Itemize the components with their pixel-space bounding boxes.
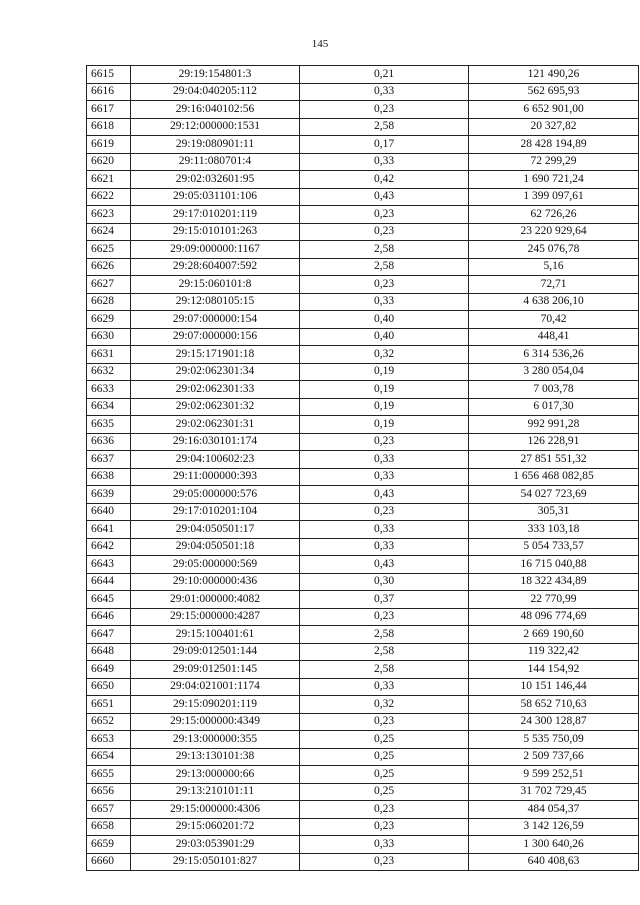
table-row <box>87 626 639 644</box>
value-cell: 126 228,91 <box>469 433 639 451</box>
value-cell: 72,71 <box>469 276 639 294</box>
row-number-cell: 6639 <box>87 486 131 504</box>
row-number-cell: 6627 <box>87 276 131 294</box>
rate-cell: 0,33 <box>300 153 469 171</box>
value-cell: 16 715 040,88 <box>469 556 639 574</box>
value-cell: 2 509 737,66 <box>469 748 639 766</box>
value-cell: 121 490,26 <box>469 66 639 84</box>
value-cell: 562 695,93 <box>469 83 639 101</box>
row-number-cell: 6635 <box>87 416 131 434</box>
cadastral-number-cell: 29:19:080901:11 <box>131 136 300 154</box>
value-cell: 5 054 733,57 <box>469 538 639 556</box>
value-cell: 20 327,82 <box>469 118 639 136</box>
rate-cell: 0,19 <box>300 416 469 434</box>
row-number-cell: 6644 <box>87 573 131 591</box>
cadastral-number-cell: 29:13:130101:38 <box>131 748 300 766</box>
row-number-cell: 6628 <box>87 293 131 311</box>
value-cell: 9 599 252,51 <box>469 766 639 784</box>
data-table <box>86 65 639 871</box>
value-cell: 992 991,28 <box>469 416 639 434</box>
cadastral-number-cell: 29:02:062301:34 <box>131 363 300 381</box>
table-row <box>87 748 639 766</box>
table-row <box>87 171 639 189</box>
rate-cell: 2,58 <box>300 643 469 661</box>
rate-cell: 0,30 <box>300 573 469 591</box>
rate-cell: 0,19 <box>300 398 469 416</box>
cadastral-number-cell: 29:09:000000:1167 <box>131 241 300 259</box>
row-number-cell: 6646 <box>87 608 131 626</box>
cadastral-number-cell: 29:01:000000:4082 <box>131 591 300 609</box>
row-number-cell: 6654 <box>87 748 131 766</box>
cadastral-number-cell: 29:15:171901:18 <box>131 346 300 364</box>
cadastral-number-cell: 29:10:000000:436 <box>131 573 300 591</box>
row-number-cell: 6622 <box>87 188 131 206</box>
table-row <box>87 83 639 101</box>
row-number-cell: 6655 <box>87 766 131 784</box>
table-row <box>87 101 639 119</box>
value-cell: 640 408,63 <box>469 853 639 871</box>
cadastral-number-cell: 29:16:030101:174 <box>131 433 300 451</box>
rate-cell: 0,23 <box>300 608 469 626</box>
cadastral-number-cell: 29:17:010201:119 <box>131 206 300 224</box>
rate-cell: 0,32 <box>300 696 469 714</box>
rate-cell: 0,33 <box>300 468 469 486</box>
cadastral-number-cell: 29:19:154801:3 <box>131 66 300 84</box>
value-cell: 70,42 <box>469 311 639 329</box>
value-cell: 3 142 126,59 <box>469 818 639 836</box>
rate-cell: 0,43 <box>300 188 469 206</box>
rate-cell: 0,17 <box>300 136 469 154</box>
value-cell: 5,16 <box>469 258 639 276</box>
cadastral-number-cell: 29:09:012501:144 <box>131 643 300 661</box>
row-number-cell: 6620 <box>87 153 131 171</box>
row-number-cell: 6616 <box>87 83 131 101</box>
cadastral-number-cell: 29:15:090201:119 <box>131 696 300 714</box>
rate-cell: 0,42 <box>300 171 469 189</box>
cadastral-number-cell: 29:04:100602:23 <box>131 451 300 469</box>
row-number-cell: 6623 <box>87 206 131 224</box>
cadastral-number-cell: 29:04:050501:17 <box>131 521 300 539</box>
table-row <box>87 258 639 276</box>
rate-cell: 0,32 <box>300 346 469 364</box>
row-number-cell: 6650 <box>87 678 131 696</box>
rate-cell: 0,19 <box>300 363 469 381</box>
value-cell: 1 690 721,24 <box>469 171 639 189</box>
row-number-cell: 6630 <box>87 328 131 346</box>
row-number-cell: 6621 <box>87 171 131 189</box>
table-row <box>87 66 639 84</box>
value-cell: 119 322,42 <box>469 643 639 661</box>
rate-cell: 0,19 <box>300 381 469 399</box>
cadastral-number-cell: 29:11:080701:4 <box>131 153 300 171</box>
row-number-cell: 6647 <box>87 626 131 644</box>
table-row <box>87 433 639 451</box>
row-number-cell: 6636 <box>87 433 131 451</box>
row-number-cell: 6642 <box>87 538 131 556</box>
cadastral-number-cell: 29:12:000000:1531 <box>131 118 300 136</box>
table-row <box>87 328 639 346</box>
row-number-cell: 6637 <box>87 451 131 469</box>
value-cell: 22 770,99 <box>469 591 639 609</box>
rate-cell: 2,58 <box>300 661 469 679</box>
table-row <box>87 311 639 329</box>
cadastral-number-cell: 29:04:040205:112 <box>131 83 300 101</box>
table-row <box>87 538 639 556</box>
rate-cell: 0,33 <box>300 521 469 539</box>
value-cell: 62 726,26 <box>469 206 639 224</box>
rate-cell: 0,25 <box>300 748 469 766</box>
table-row <box>87 363 639 381</box>
rate-cell: 0,33 <box>300 83 469 101</box>
rate-cell: 0,40 <box>300 311 469 329</box>
cadastral-number-cell: 29:04:050501:18 <box>131 538 300 556</box>
table-row <box>87 206 639 224</box>
rate-cell: 0,33 <box>300 538 469 556</box>
row-number-cell: 6658 <box>87 818 131 836</box>
rate-cell: 0,23 <box>300 206 469 224</box>
rate-cell: 2,58 <box>300 118 469 136</box>
value-cell: 54 027 723,69 <box>469 486 639 504</box>
table-row <box>87 678 639 696</box>
rate-cell: 0,23 <box>300 101 469 119</box>
cadastral-number-cell: 29:09:012501:145 <box>131 661 300 679</box>
value-cell: 6 314 536,26 <box>469 346 639 364</box>
value-cell: 1 399 097,61 <box>469 188 639 206</box>
value-cell: 7 003,78 <box>469 381 639 399</box>
table-row <box>87 801 639 819</box>
value-cell: 2 669 190,60 <box>469 626 639 644</box>
table-row <box>87 783 639 801</box>
table-row <box>87 276 639 294</box>
cadastral-number-cell: 29:05:000000:569 <box>131 556 300 574</box>
rate-cell: 0,23 <box>300 853 469 871</box>
value-cell: 5 535 750,09 <box>469 731 639 749</box>
cadastral-number-cell: 29:15:010101:263 <box>131 223 300 241</box>
row-number-cell: 6615 <box>87 66 131 84</box>
table-row <box>87 853 639 871</box>
cadastral-number-cell: 29:15:000000:4349 <box>131 713 300 731</box>
cadastral-number-cell: 29:02:062301:32 <box>131 398 300 416</box>
rate-cell: 0,33 <box>300 451 469 469</box>
table-body <box>87 66 639 871</box>
table-row <box>87 661 639 679</box>
row-number-cell: 6657 <box>87 801 131 819</box>
value-cell: 28 428 194,89 <box>469 136 639 154</box>
table-row <box>87 818 639 836</box>
cadastral-number-cell: 29:13:000000:66 <box>131 766 300 784</box>
table-row <box>87 346 639 364</box>
row-number-cell: 6651 <box>87 696 131 714</box>
value-cell: 72 299,29 <box>469 153 639 171</box>
value-cell: 144 154,92 <box>469 661 639 679</box>
row-number-cell: 6624 <box>87 223 131 241</box>
value-cell: 24 300 128,87 <box>469 713 639 731</box>
rate-cell: 0,33 <box>300 836 469 854</box>
row-number-cell: 6625 <box>87 241 131 259</box>
cadastral-number-cell: 29:12:080105:15 <box>131 293 300 311</box>
cadastral-number-cell: 29:13:000000:355 <box>131 731 300 749</box>
table-row <box>87 591 639 609</box>
rate-cell: 0,33 <box>300 678 469 696</box>
rate-cell: 2,58 <box>300 258 469 276</box>
value-cell: 10 151 146,44 <box>469 678 639 696</box>
cadastral-number-cell: 29:04:021001:1174 <box>131 678 300 696</box>
table-row <box>87 521 639 539</box>
table-row <box>87 381 639 399</box>
cadastral-number-cell: 29:16:040102:56 <box>131 101 300 119</box>
page-number: 145 <box>311 38 329 50</box>
row-number-cell: 6656 <box>87 783 131 801</box>
value-cell: 245 076,78 <box>469 241 639 259</box>
value-cell: 6 652 901,00 <box>469 101 639 119</box>
cadastral-number-cell: 29:05:031101:106 <box>131 188 300 206</box>
value-cell: 6 017,30 <box>469 398 639 416</box>
rate-cell: 0,25 <box>300 731 469 749</box>
cadastral-number-cell: 29:13:210101:11 <box>131 783 300 801</box>
cadastral-number-cell: 29:15:100401:61 <box>131 626 300 644</box>
rate-cell: 0,40 <box>300 328 469 346</box>
rate-cell: 0,23 <box>300 503 469 521</box>
cadastral-number-cell: 29:15:050101:827 <box>131 853 300 871</box>
cadastral-number-cell: 29:03:053901:29 <box>131 836 300 854</box>
table-row <box>87 766 639 784</box>
rate-cell: 0,23 <box>300 818 469 836</box>
row-number-cell: 6632 <box>87 363 131 381</box>
row-number-cell: 6641 <box>87 521 131 539</box>
table-row <box>87 573 639 591</box>
rate-cell: 2,58 <box>300 241 469 259</box>
table-row <box>87 188 639 206</box>
rate-cell: 0,25 <box>300 766 469 784</box>
row-number-cell: 6659 <box>87 836 131 854</box>
value-cell: 18 322 434,89 <box>469 573 639 591</box>
cadastral-number-cell: 29:05:000000:576 <box>131 486 300 504</box>
table-row <box>87 836 639 854</box>
value-cell: 333 103,18 <box>469 521 639 539</box>
table-row <box>87 223 639 241</box>
row-number-cell: 6660 <box>87 853 131 871</box>
row-number-cell: 6649 <box>87 661 131 679</box>
row-number-cell: 6638 <box>87 468 131 486</box>
row-number-cell: 6653 <box>87 731 131 749</box>
rate-cell: 0,23 <box>300 713 469 731</box>
value-cell: 305,31 <box>469 503 639 521</box>
table-row <box>87 136 639 154</box>
cadastral-number-cell: 29:11:000000:393 <box>131 468 300 486</box>
value-cell: 31 702 729,45 <box>469 783 639 801</box>
table-row <box>87 451 639 469</box>
cadastral-number-cell: 29:02:032601:95 <box>131 171 300 189</box>
table-row <box>87 293 639 311</box>
cadastral-number-cell: 29:17:010201:104 <box>131 503 300 521</box>
value-cell: 484 054,37 <box>469 801 639 819</box>
table-row <box>87 503 639 521</box>
cadastral-number-cell: 29:15:000000:4287 <box>131 608 300 626</box>
cadastral-number-cell: 29:02:062301:33 <box>131 381 300 399</box>
cadastral-number-cell: 29:15:060201:72 <box>131 818 300 836</box>
rate-cell: 2,58 <box>300 626 469 644</box>
row-number-cell: 6634 <box>87 398 131 416</box>
cadastral-number-cell: 29:07:000000:154 <box>131 311 300 329</box>
value-cell: 23 220 929,64 <box>469 223 639 241</box>
value-cell: 4 638 206,10 <box>469 293 639 311</box>
rate-cell: 0,25 <box>300 783 469 801</box>
row-number-cell: 6617 <box>87 101 131 119</box>
table-row <box>87 713 639 731</box>
rate-cell: 0,21 <box>300 66 469 84</box>
value-cell: 3 280 054,04 <box>469 363 639 381</box>
rate-cell: 0,23 <box>300 276 469 294</box>
row-number-cell: 6645 <box>87 591 131 609</box>
table-row <box>87 241 639 259</box>
cadastral-number-cell: 29:28:604007:592 <box>131 258 300 276</box>
cadastral-number-cell: 29:15:060101:8 <box>131 276 300 294</box>
value-cell: 58 652 710,63 <box>469 696 639 714</box>
rate-cell: 0,43 <box>300 486 469 504</box>
cadastral-number-cell: 29:02:062301:31 <box>131 416 300 434</box>
value-cell: 48 096 774,69 <box>469 608 639 626</box>
rate-cell: 0,23 <box>300 433 469 451</box>
table-row <box>87 696 639 714</box>
row-number-cell: 6618 <box>87 118 131 136</box>
value-cell: 1 656 468 082,85 <box>469 468 639 486</box>
row-number-cell: 6648 <box>87 643 131 661</box>
table-row <box>87 731 639 749</box>
row-number-cell: 6619 <box>87 136 131 154</box>
table-row <box>87 556 639 574</box>
table-row <box>87 416 639 434</box>
row-number-cell: 6640 <box>87 503 131 521</box>
rate-cell: 0,37 <box>300 591 469 609</box>
rate-cell: 0,23 <box>300 801 469 819</box>
row-number-cell: 6652 <box>87 713 131 731</box>
cadastral-number-cell: 29:15:000000:4306 <box>131 801 300 819</box>
table-row <box>87 118 639 136</box>
table-row <box>87 608 639 626</box>
rate-cell: 0,33 <box>300 293 469 311</box>
row-number-cell: 6629 <box>87 311 131 329</box>
rate-cell: 0,23 <box>300 223 469 241</box>
value-cell: 1 300 640,26 <box>469 836 639 854</box>
row-number-cell: 6643 <box>87 556 131 574</box>
value-cell: 27 851 551,32 <box>469 451 639 469</box>
table-row <box>87 643 639 661</box>
table-row <box>87 486 639 504</box>
table-row <box>87 468 639 486</box>
table-row <box>87 398 639 416</box>
cadastral-number-cell: 29:07:000000:156 <box>131 328 300 346</box>
row-number-cell: 6626 <box>87 258 131 276</box>
row-number-cell: 6633 <box>87 381 131 399</box>
rate-cell: 0,43 <box>300 556 469 574</box>
table-row <box>87 153 639 171</box>
row-number-cell: 6631 <box>87 346 131 364</box>
value-cell: 448,41 <box>469 328 639 346</box>
